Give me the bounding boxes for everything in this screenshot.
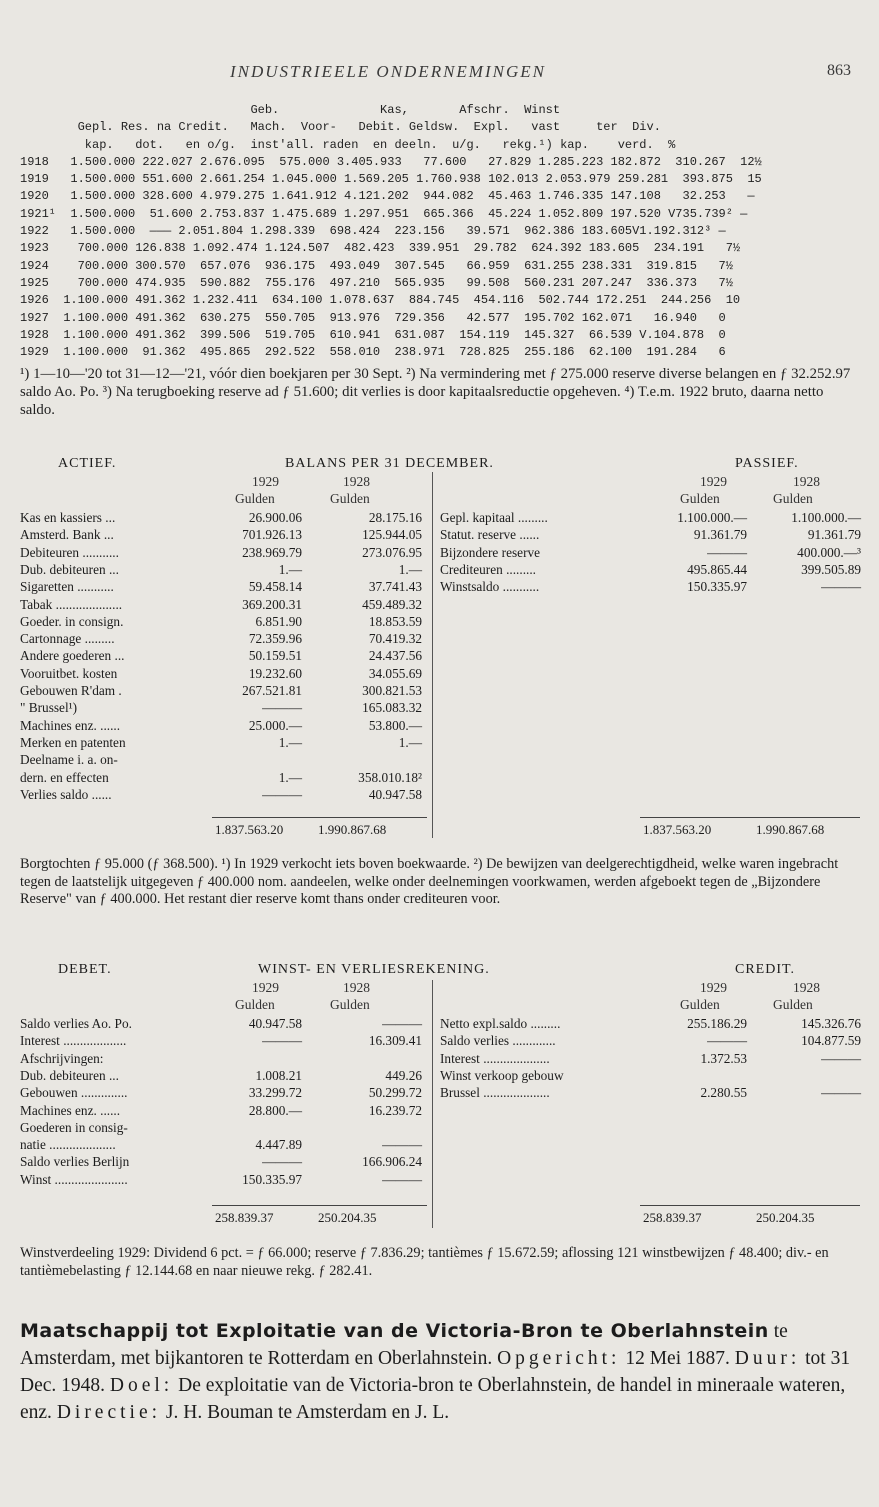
value-previous-year: 400.000.—³ xyxy=(797,544,861,560)
value-current-year: 28.800.— xyxy=(248,1102,302,1118)
statement-row xyxy=(440,562,865,579)
column-header: Gulden xyxy=(235,491,275,506)
row-label: Winst ...................... xyxy=(20,1171,128,1187)
value-current-year: 50.159.51 xyxy=(248,648,302,664)
column-header: Gulden xyxy=(235,997,275,1012)
statement-row xyxy=(20,562,430,579)
row-label: " Brussel¹) xyxy=(20,700,78,716)
table-row: 1920 1.500.000 328.600 4.979.275 1.641.912 4.121.202 944.082 45.463 1.746.335 147.108 32.253 — xyxy=(20,189,755,204)
row-label: Statut. reserve ...... xyxy=(440,527,540,543)
statement-row xyxy=(20,1068,430,1085)
statement-row xyxy=(20,1120,430,1137)
statement-row xyxy=(20,787,430,804)
statement-row xyxy=(20,1137,430,1154)
value-current-year: 495.865.44 xyxy=(687,561,747,577)
row-label: Bijzondere reserve xyxy=(440,544,541,560)
value-previous-year: 273.076.95 xyxy=(362,544,422,560)
value-current-year: 1.— xyxy=(278,734,302,750)
value-current-year: 255.186.29 xyxy=(687,1016,747,1031)
statement-row xyxy=(20,1033,430,1050)
row-label: Merken en patenten xyxy=(20,734,126,750)
total-current-year: 258.839.37 xyxy=(215,1210,274,1225)
value-previous-year: 449.26 xyxy=(385,1067,422,1083)
column-header: Gulden xyxy=(773,491,813,506)
value-current-year: 4.447.89 xyxy=(255,1137,302,1153)
column-header: Gulden xyxy=(680,491,720,506)
row-label: Interest .................... xyxy=(440,1050,550,1066)
statement-row xyxy=(20,1016,430,1033)
value-current-year: 1.008.21 xyxy=(255,1067,302,1083)
row-label: Cartonnage ......... xyxy=(20,631,115,647)
value-previous-year: 300.821.53 xyxy=(362,683,422,698)
statement-row xyxy=(20,1154,430,1171)
balance-title: BALANS PER 31 DECEMBER. xyxy=(285,456,494,471)
page-number: 863 xyxy=(827,62,851,79)
value-current-year: 91.361.79 xyxy=(693,527,747,543)
row-label: Debiteuren ........... xyxy=(20,544,119,560)
column-header: 1929 xyxy=(700,474,727,489)
row-label: Sigaretten ........... xyxy=(20,579,114,595)
row-label: Gebouwen R'dam . xyxy=(20,683,122,698)
row-label: Tabak .................... xyxy=(20,596,123,612)
total-rule xyxy=(212,1205,427,1206)
value-current-year: 26.900.06 xyxy=(248,510,302,525)
total-previous-year: 1.990.867.68 xyxy=(318,822,387,837)
value-previous-year: ——— xyxy=(382,1171,422,1187)
value-current-year: 701.926.13 xyxy=(242,527,302,543)
results-table xyxy=(20,102,762,361)
row-label: dern. en effecten xyxy=(20,769,109,785)
statement-row xyxy=(440,1033,865,1050)
statement-row xyxy=(20,735,430,752)
row-label: Goeder. in consign. xyxy=(20,613,124,629)
statement-row xyxy=(20,666,430,683)
value-previous-year: 18.853.59 xyxy=(368,613,422,629)
profit-distribution: Winstverdeeling 1929: Dividend 6 pct. = ƒ 66.000; reserve ƒ 7.836.29; tantièmes ƒ 15.672.59; aflossing 121 winstbewijzen ƒ 48.400; div.- en tantièmebelasting ƒ 12.144.68 en naar nieuwe rekg. ƒ 282.41. xyxy=(20,1245,829,1279)
row-label: Interest ................... xyxy=(20,1033,127,1049)
value-previous-year: 1.— xyxy=(398,734,422,750)
statement-row xyxy=(20,770,430,787)
value-current-year: 59.458.14 xyxy=(248,579,302,595)
row-label: Andere goederen ... xyxy=(20,648,125,664)
statement-row xyxy=(20,718,430,735)
statement-row xyxy=(20,1172,430,1189)
doel-label: Doel: xyxy=(109,1375,174,1396)
statement-row xyxy=(20,683,430,700)
column-header: 1928 xyxy=(793,474,820,489)
value-previous-year: 459.489.32 xyxy=(362,596,422,612)
value-previous-year: 91.361.79 xyxy=(807,527,861,543)
directie-label: Directie: xyxy=(56,1402,162,1423)
statement-row xyxy=(20,1051,430,1068)
balance-footnotes: Borgtochten ƒ 95.000 (ƒ 368.500). ¹) In 1929 verkocht iets boven boekwaarde. ²) De bewijzen van deelgerechtigdheid, welke waren ingebracht tegen de laatstelijk uitgegeven ƒ 400.000 nom. aandeelen, welke onder deelnemingen voorkwamen, werden afgeboekt tegen de „Bijzondere Reserve" van ƒ 400.000. Het restant dier reserve komt thans onder crediteuren voor. xyxy=(20,856,839,907)
value-current-year: 238.969.79 xyxy=(242,544,302,560)
row-label: Deelname i. a. on- xyxy=(20,752,118,768)
value-current-year: ——— xyxy=(707,1033,747,1049)
value-previous-year: 145.326.76 xyxy=(801,1016,861,1031)
row-label: Machines enz. ...... xyxy=(20,1102,121,1118)
row-label: Brussel .................... xyxy=(440,1085,550,1101)
table-row: 1925 700.000 474.935 590.882 755.176 497.210 565.935 99.508 560.231 207.247 336.373 7½ xyxy=(20,275,733,290)
column-header: 1928 xyxy=(343,980,370,995)
statement-row xyxy=(20,648,430,665)
value-current-year: 1.372.53 xyxy=(700,1050,747,1066)
statement-row xyxy=(20,1103,430,1120)
value-previous-year: 125.944.05 xyxy=(362,527,422,543)
row-label: Crediteuren ......... xyxy=(440,561,537,577)
value-previous-year: 24.437.56 xyxy=(368,648,422,664)
table-header-line: Geb. Kas, Afschr. Winst xyxy=(20,103,561,117)
statement-row xyxy=(440,510,865,527)
statement-row xyxy=(440,1068,865,1085)
company-entry xyxy=(20,1318,860,1426)
value-previous-year: 34.055.69 xyxy=(368,665,422,681)
value-current-year: ——— xyxy=(262,700,302,716)
statement-row xyxy=(20,527,430,544)
opgericht-value: 12 Mei 1887. xyxy=(620,1348,735,1369)
value-previous-year: ——— xyxy=(821,579,861,595)
table-row: 1918 1.500.000 222.027 2.676.095 575.000 3.405.933 77.600 27.829 1.285.223 182.872 310.267 12½ xyxy=(20,154,762,169)
column-header: Gulden xyxy=(680,997,720,1012)
statement-row xyxy=(440,579,865,596)
total-rule xyxy=(212,817,427,818)
statement-row xyxy=(20,597,430,614)
table-row: 1922 1.500.000 ——— 2.051.804 1.298.339 698.424 223.156 39.571 962.386 183.605V1.192.312³ — xyxy=(20,224,726,239)
column-header: 1929 xyxy=(252,980,279,995)
row-label: natie .................... xyxy=(20,1137,116,1153)
total-rule xyxy=(640,1205,860,1206)
row-label: Kas en kassiers ... xyxy=(20,510,116,525)
table-footnotes: ¹) 1—10—'20 tot 31—12—'21, vóór dien boekjaren per 30 Sept. ²) Na vermindering met ƒ 275.000 reserve diverse belangen en ƒ 32.252.97 saldo Ao. Po. ³) Na terugboeking reserve ad ƒ 51.600; dit verlies is door kapitaalsreductie opgeheven. ⁴) T.e.m. 1922 bruto, daarna netto saldo. xyxy=(20,366,851,418)
profit-loss-title: WINST- EN VERLIESREKENING. xyxy=(258,962,490,977)
actief-heading: ACTIEF. xyxy=(58,456,117,471)
value-previous-year: 50.299.72 xyxy=(368,1085,422,1101)
statement-row xyxy=(440,1016,865,1033)
value-previous-year: ——— xyxy=(382,1137,422,1153)
table-row: 1923 700.000 126.838 1.092.474 1.124.507 482.423 339.951 29.782 624.392 183.605 234.191 7½ xyxy=(20,241,741,256)
value-current-year: 40.947.58 xyxy=(248,1016,302,1031)
row-label: Vooruitbet. kosten xyxy=(20,665,118,681)
value-current-year: 2.280.55 xyxy=(700,1085,747,1101)
row-label: Amsterd. Bank ... xyxy=(20,527,114,543)
debet-heading: DEBET. xyxy=(58,962,112,977)
value-previous-year: 40.947.58 xyxy=(368,786,422,802)
column-header: 1928 xyxy=(793,980,820,995)
value-previous-year: 70.419.32 xyxy=(368,631,422,647)
table-header-line: Gepl. Res. na Credit. Mach. Voor- Debit. Geldsw. Expl. vast ter Div. xyxy=(20,120,661,135)
duur-value: tot 31 Dec. 1948. xyxy=(20,1348,851,1396)
column-header: Gulden xyxy=(773,997,813,1012)
row-label: Dub. debiteuren ... xyxy=(20,1067,119,1083)
value-current-year: 150.335.97 xyxy=(687,579,747,595)
value-current-year: 72.359.96 xyxy=(248,631,302,647)
value-current-year: 19.232.60 xyxy=(248,665,302,681)
row-label: Winstsaldo ........... xyxy=(440,579,540,595)
row-label: Afschrijvingen: xyxy=(20,1050,104,1066)
statement-row xyxy=(440,1085,865,1102)
value-previous-year: ——— xyxy=(382,1016,422,1031)
passief-heading: PASSIEF. xyxy=(735,456,799,471)
value-current-year: 1.— xyxy=(278,769,302,785)
row-label: Netto expl.saldo ......... xyxy=(440,1016,561,1031)
duur-label: Duur: xyxy=(734,1348,801,1369)
value-previous-year: 16.309.41 xyxy=(368,1033,422,1049)
value-current-year: 33.299.72 xyxy=(248,1085,302,1101)
value-previous-year: ——— xyxy=(821,1050,861,1066)
row-label: Winst verkoop gebouw xyxy=(440,1067,564,1083)
total-rule xyxy=(640,817,860,818)
table-row: 1929 1.100.000 91.362 495.865 292.522 558.010 238.971 728.825 255.186 62.100 191.284 6 xyxy=(20,345,726,360)
total-current-year: 1.837.563.20 xyxy=(643,822,712,837)
doel-value: De exploitatie van de Victoria-bron te Oberlahnstein, de handel in mineraale wateren, enz. xyxy=(20,1375,846,1423)
row-label: Goederen in consig- xyxy=(20,1119,128,1135)
directie-value: J. H. Bouman te Amsterdam en J. L. xyxy=(161,1402,450,1423)
value-current-year: 267.521.81 xyxy=(242,683,302,698)
statement-row xyxy=(20,545,430,562)
value-previous-year: 165.083.32 xyxy=(362,700,422,716)
value-current-year: ——— xyxy=(262,786,302,802)
value-previous-year: 53.800.— xyxy=(368,717,422,733)
company-name: Maatschappij tot Exploitatie van de Victoria-Bron te Oberlahnstein xyxy=(20,1320,769,1342)
total-previous-year: 250.204.35 xyxy=(756,1210,815,1225)
column-header: Gulden xyxy=(330,997,370,1012)
total-current-year: 1.837.563.20 xyxy=(215,822,284,837)
column-header: Gulden xyxy=(330,491,370,506)
total-current-year: 258.839.37 xyxy=(643,1210,702,1225)
company-text: te Amsterdam, met bijkantoren te Rotterdam en Oberlahnstein. xyxy=(20,1321,788,1369)
row-label: Machines enz. ...... xyxy=(20,717,121,733)
table-row: 1921¹ 1.500.000 51.600 2.753.837 1.475.689 1.297.951 665.366 45.224 1.052.809 197.520 V735.739² — xyxy=(20,206,748,221)
value-current-year: ——— xyxy=(262,1033,302,1049)
column-divider xyxy=(432,980,433,1228)
value-previous-year: 37.741.43 xyxy=(368,579,422,595)
table-row: 1928 1.100.000 491.362 399.506 519.705 610.941 631.087 154.119 145.327 66.539 V.104.878 0 xyxy=(20,327,726,342)
statement-row xyxy=(20,510,430,527)
statement-row xyxy=(20,579,430,596)
credit-heading: CREDIT. xyxy=(735,962,796,977)
column-header: 1929 xyxy=(700,980,727,995)
row-label: Saldo verlies ............. xyxy=(440,1033,556,1049)
value-previous-year: 104.877.59 xyxy=(801,1033,861,1049)
value-previous-year: 28.175.16 xyxy=(368,510,422,525)
row-label: Saldo verlies Berlijn xyxy=(20,1154,130,1170)
running-title: INDUSTRIEELE ONDERNEMINGEN xyxy=(230,62,546,81)
table-row: 1926 1.100.000 491.362 1.232.411 634.100 1.078.637 884.745 454.116 502.744 172.251 244.256 10 xyxy=(20,293,741,308)
table-row: 1927 1.100.000 491.362 630.275 550.705 913.976 729.356 42.577 195.702 162.071 16.940 0 xyxy=(20,310,726,325)
table-row: 1924 700.000 300.570 657.076 936.175 493.049 307.545 66.959 631.255 238.331 319.815 7½ xyxy=(20,258,733,273)
statement-row xyxy=(440,1051,865,1068)
statement-row xyxy=(440,545,865,562)
statement-row xyxy=(440,527,865,544)
statement-row xyxy=(20,614,430,631)
statement-row xyxy=(20,1085,430,1102)
page-header xyxy=(0,62,879,82)
value-current-year: 1.100.000.— xyxy=(677,510,747,525)
value-current-year: 150.335.97 xyxy=(242,1171,302,1187)
value-previous-year: 358.010.18² xyxy=(358,769,422,785)
statement-row xyxy=(20,752,430,769)
opgericht-label: Opgericht: xyxy=(497,1348,621,1369)
value-previous-year: ——— xyxy=(821,1085,861,1101)
value-current-year: ——— xyxy=(707,544,747,560)
value-previous-year: 399.505.89 xyxy=(801,561,861,577)
table-row: 1919 1.500.000 551.600 2.661.254 1.045.000 1.569.205 1.760.938 102.013 2.053.979 259.281 393.875 15 xyxy=(20,172,762,187)
value-current-year: 6.851.90 xyxy=(255,613,302,629)
statement-row xyxy=(20,700,430,717)
row-label: Saldo verlies Ao. Po. xyxy=(20,1016,132,1031)
value-previous-year: 1.— xyxy=(398,561,422,577)
value-previous-year: 166.906.24 xyxy=(362,1154,422,1170)
value-current-year: ——— xyxy=(262,1154,302,1170)
table-header-line: kap. dot. en o/g. inst'all. raden en deeln. u/g. rekg.¹) kap. verd. % xyxy=(20,137,676,152)
value-current-year: 1.— xyxy=(278,561,302,577)
total-previous-year: 250.204.35 xyxy=(318,1210,377,1225)
value-previous-year: 16.239.72 xyxy=(368,1102,422,1118)
value-current-year: 25.000.— xyxy=(248,717,302,733)
row-label: Dub. debiteuren ... xyxy=(20,561,119,577)
row-label: Gebouwen .............. xyxy=(20,1085,128,1101)
row-label: Verlies saldo ...... xyxy=(20,786,112,802)
total-previous-year: 1.990.867.68 xyxy=(756,822,825,837)
column-divider xyxy=(432,472,433,838)
column-header: 1929 xyxy=(252,474,279,489)
value-previous-year: 1.100.000.— xyxy=(791,510,861,525)
statement-row xyxy=(20,631,430,648)
row-label: Gepl. kapitaal ......... xyxy=(440,510,548,525)
value-current-year: 369.200.31 xyxy=(242,596,302,612)
column-header: 1928 xyxy=(343,474,370,489)
